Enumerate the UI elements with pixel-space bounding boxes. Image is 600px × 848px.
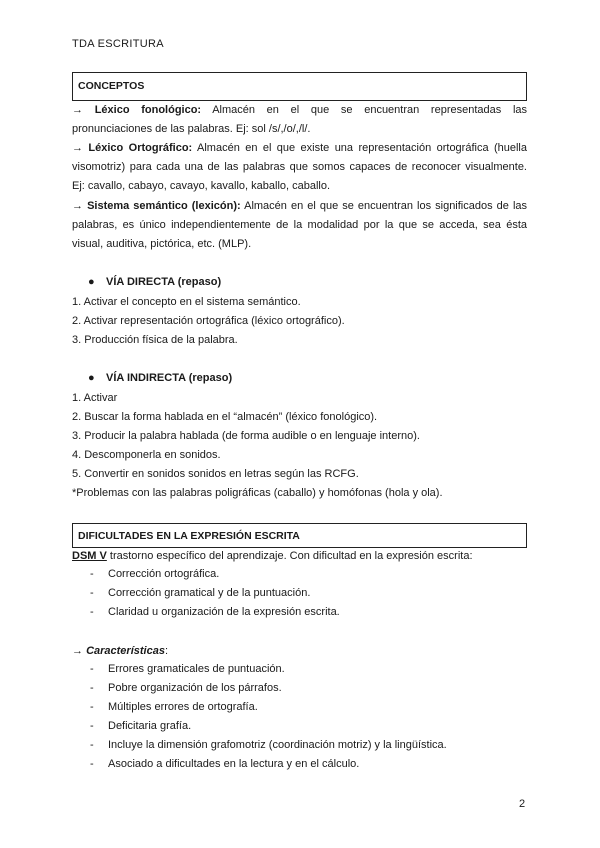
list-item	[90, 758, 359, 770]
conceptos-heading-box: CONCEPTOS	[72, 72, 527, 101]
concept-term: Léxico fonológico:	[94, 104, 202, 116]
concept-text: Almacén en el que se encuentran los significados de las	[244, 200, 528, 212]
concept-text: Almacén en el que existe una representación ortográfica (huella	[197, 142, 527, 154]
dash-glyph: -	[90, 701, 94, 713]
concept-line: pronunciaciones de las palabras. Ej: sol /s/,/o/,/l/.	[72, 123, 311, 135]
concept-text: Almacén en el que se encuentran representadas las	[212, 104, 528, 116]
list-item-text: Incluye la dimensión grafomotriz (coordinación motriz) y la lingüística.	[108, 739, 447, 751]
dash-glyph: -	[90, 587, 94, 599]
caracteristicas-heading	[72, 644, 527, 658]
via-indirecta-title: VÍA INDIRECTA (repaso)	[106, 372, 233, 384]
list-item-text: Deficitaria grafía.	[108, 720, 192, 732]
dsm-text: trastorno específico del aprendizaje. Con dificultad en la expresión escrita:	[109, 550, 473, 562]
via-indirecta-step: 2. Buscar la forma hablada en el “almacén” (léxico fonológico).	[72, 411, 378, 423]
document-header: TDA ESCRITURA	[72, 38, 164, 50]
dash-glyph: -	[90, 720, 94, 732]
page-number: 2	[519, 798, 526, 810]
caracteristicas-label: Características	[86, 645, 165, 657]
concept-term: Léxico Ortográfico:	[88, 142, 193, 154]
list-item	[90, 587, 310, 599]
list-item-text: Errores gramaticales de puntuación.	[108, 663, 285, 675]
list-item-text: Corrección ortográfica.	[108, 568, 220, 580]
concept-term: Sistema semántico (lexicón):	[87, 200, 241, 212]
list-item	[90, 568, 219, 580]
list-item	[90, 606, 340, 618]
caracteristicas-colon: :	[164, 645, 169, 657]
list-item	[90, 663, 285, 675]
list-item	[90, 739, 447, 751]
dash-glyph: -	[90, 739, 94, 751]
bullet-icon: ●	[88, 372, 95, 384]
via-directa-step: 1. Activar el concepto en el sistema semántico.	[72, 296, 301, 308]
arrow-glyph: →	[72, 200, 83, 212]
list-item-text: Pobre organización de los párrafos.	[108, 682, 282, 694]
dash-glyph: -	[90, 568, 94, 580]
via-indirecta-note: *Problemas con las palabras poligráficas (caballo) y homófonas (hola y ola).	[72, 487, 443, 499]
concept-line	[72, 103, 527, 117]
list-item	[90, 701, 258, 713]
concept-line: palabras, es único independientemente de la modalidad por la que se acceda, sea ésta	[72, 219, 527, 231]
dash-glyph: -	[90, 682, 94, 694]
via-directa-heading	[88, 276, 221, 288]
concept-line: visomotriz) para cada una de las palabras que somos capaces de reconocer visualmente.	[72, 161, 527, 173]
via-directa-step: 3. Producción física de la palabra.	[72, 334, 238, 346]
concept-line: visual, auditiva, pictórica, etc. (MLP).	[72, 238, 252, 250]
list-item	[90, 682, 282, 694]
dsm-line	[72, 549, 527, 563]
via-directa-step: 2. Activar representación ortográfica (léxico ortográfico).	[72, 315, 345, 327]
list-item-text: Asociado a dificultades en la lectura y en el cálculo.	[108, 758, 360, 770]
via-indirecta-step: 1. Activar	[72, 392, 118, 404]
via-indirecta-step: 5. Convertir en sonidos sonidos en letras según las RCFG.	[72, 468, 359, 480]
dsm-label: DSM V	[72, 550, 107, 562]
dash-glyph: -	[90, 663, 94, 675]
bullet-icon: ●	[88, 276, 95, 288]
via-indirecta-step: 4. Descomponerla en sonidos.	[72, 449, 221, 461]
via-indirecta-heading	[88, 372, 232, 384]
list-item-text: Claridad u organización de la expresión escrita.	[108, 606, 340, 618]
list-item	[90, 720, 191, 732]
arrow-glyph: →	[72, 142, 83, 154]
arrow-glyph: →	[72, 645, 83, 657]
via-indirecta-step: 3. Producir la palabra hablada (de forma audible o en lenguaje interno).	[72, 430, 420, 442]
via-directa-title: VÍA DIRECTA (repaso)	[106, 276, 222, 288]
dificultades-heading-box: DIFICULTADES EN LA EXPRESIÓN ESCRITA	[72, 523, 527, 548]
concept-line: Ej: cavallo, cabayo, cavayo, kavallo, kaballo, caballo.	[72, 180, 331, 192]
concept-line	[72, 141, 527, 155]
list-item-text: Corrección gramatical y de la puntuación.	[108, 587, 311, 599]
arrow-glyph: →	[72, 104, 83, 116]
dash-glyph: -	[90, 606, 94, 618]
dash-glyph: -	[90, 758, 94, 770]
concept-line	[72, 199, 527, 213]
list-item-text: Múltiples errores de ortografía.	[108, 701, 258, 713]
